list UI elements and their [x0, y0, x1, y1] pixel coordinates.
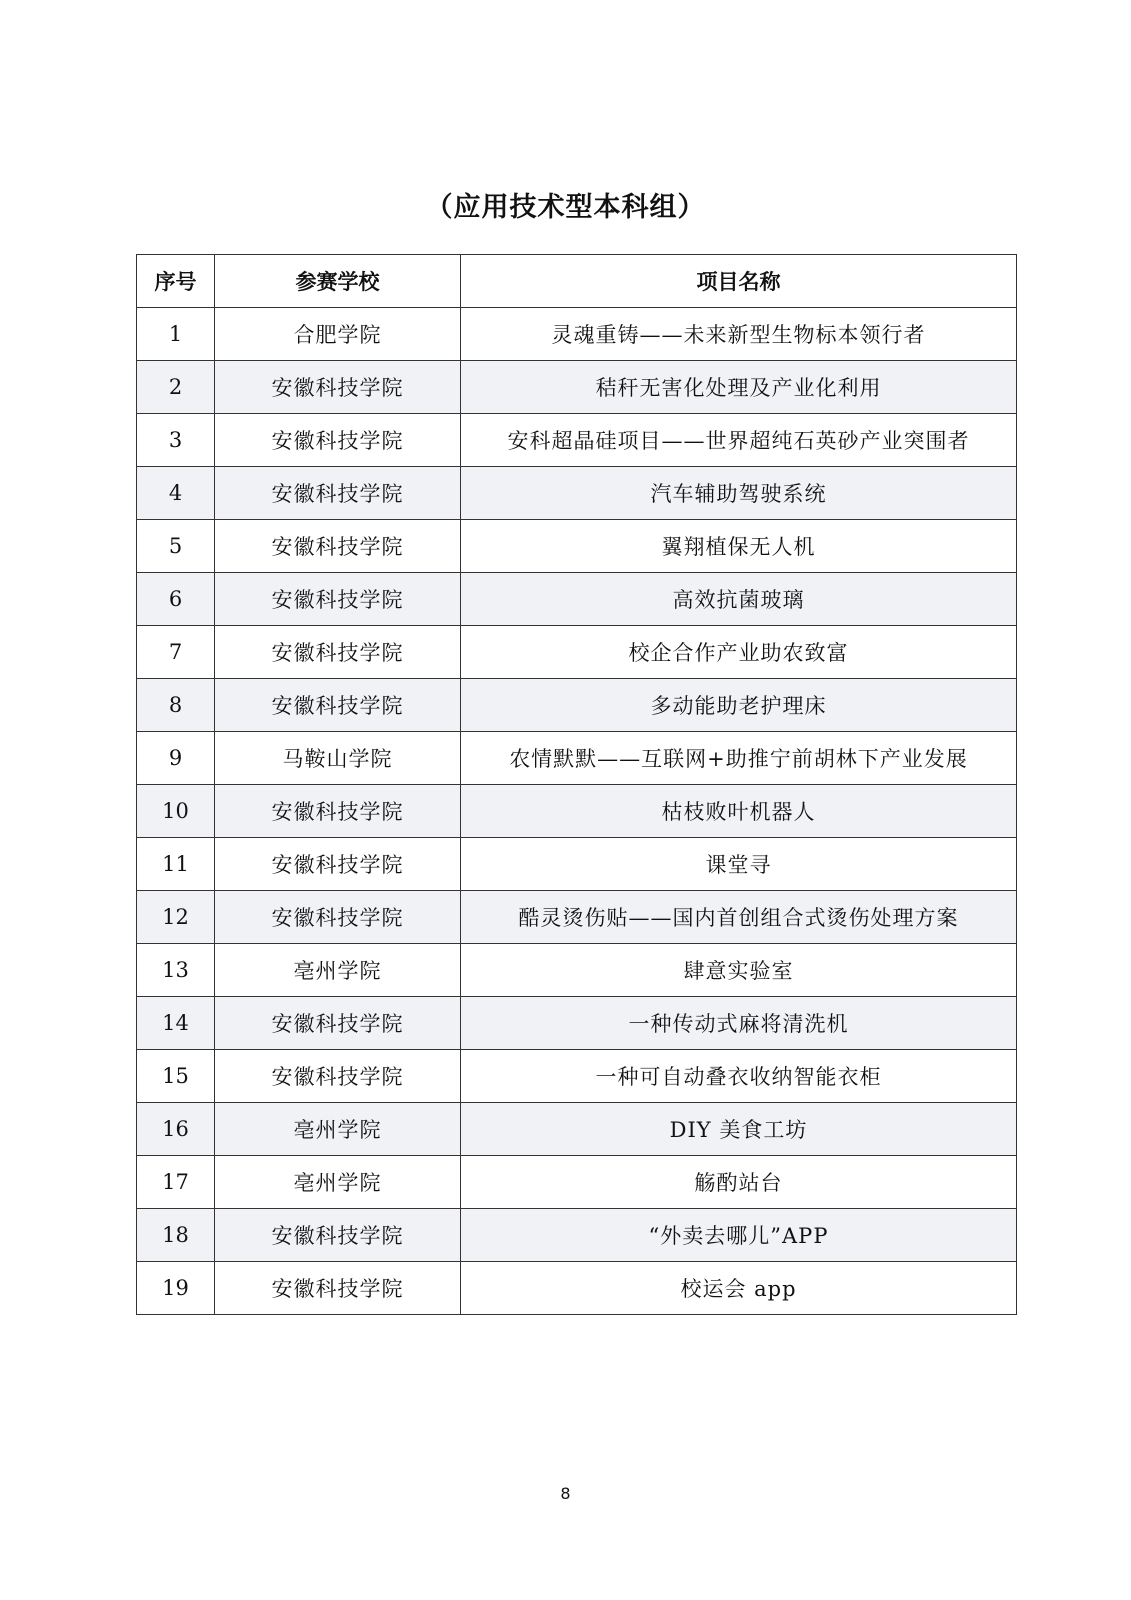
row-project: 校运会 app [461, 1262, 1017, 1315]
row-school: 安徽科技学院 [215, 467, 461, 520]
table-row [137, 1050, 1017, 1103]
table-row [137, 626, 1017, 679]
table-row [137, 361, 1017, 414]
row-school: 马鞍山学院 [215, 732, 461, 785]
results-table [136, 254, 1017, 1315]
row-no: 16 [137, 1103, 215, 1156]
table-row [137, 944, 1017, 997]
row-project: 灵魂重铸——未来新型生物标本领行者 [461, 308, 1017, 361]
row-project: 枯枝败叶机器人 [461, 785, 1017, 838]
row-no: 1 [137, 308, 215, 361]
row-no: 4 [137, 467, 215, 520]
header-school: 参赛学校 [215, 255, 461, 308]
table-row [137, 1103, 1017, 1156]
row-no: 2 [137, 361, 215, 414]
row-project: 一种传动式麻将清洗机 [461, 997, 1017, 1050]
table-row [137, 308, 1017, 361]
row-no: 3 [137, 414, 215, 467]
row-school: 安徽科技学院 [215, 1209, 461, 1262]
row-no: 9 [137, 732, 215, 785]
row-no: 7 [137, 626, 215, 679]
table-row [137, 414, 1017, 467]
row-school: 合肥学院 [215, 308, 461, 361]
table-row [137, 467, 1017, 520]
row-school: 安徽科技学院 [215, 838, 461, 891]
row-no: 15 [137, 1050, 215, 1103]
row-project: 课堂寻 [461, 838, 1017, 891]
row-project: 翼翔植保无人机 [461, 520, 1017, 573]
row-school: 亳州学院 [215, 944, 461, 997]
row-school: 安徽科技学院 [215, 626, 461, 679]
row-no: 5 [137, 520, 215, 573]
table-row [137, 520, 1017, 573]
row-project: 农情默默——互联网+助推宁前胡林下产业发展 [461, 732, 1017, 785]
row-no: 19 [137, 1262, 215, 1315]
row-no: 12 [137, 891, 215, 944]
table-row [137, 838, 1017, 891]
row-school: 安徽科技学院 [215, 361, 461, 414]
row-school: 安徽科技学院 [215, 573, 461, 626]
row-project: 秸秆无害化处理及产业化利用 [461, 361, 1017, 414]
row-no: 14 [137, 997, 215, 1050]
table-row [137, 1156, 1017, 1209]
table-row [137, 679, 1017, 732]
row-project: DIY 美食工坊 [461, 1103, 1017, 1156]
row-no: 11 [137, 838, 215, 891]
row-school: 亳州学院 [215, 1156, 461, 1209]
row-no: 6 [137, 573, 215, 626]
table-header-row [137, 255, 1017, 308]
row-no: 18 [137, 1209, 215, 1262]
row-project: 肆意实验室 [461, 944, 1017, 997]
row-project: 一种可自动叠衣收纳智能衣柜 [461, 1050, 1017, 1103]
table-row [137, 732, 1017, 785]
table-row [137, 997, 1017, 1050]
table-row [137, 785, 1017, 838]
row-school: 安徽科技学院 [215, 414, 461, 467]
row-no: 10 [137, 785, 215, 838]
row-school: 安徽科技学院 [215, 891, 461, 944]
row-no: 8 [137, 679, 215, 732]
row-school: 亳州学院 [215, 1103, 461, 1156]
row-no: 13 [137, 944, 215, 997]
row-school: 安徽科技学院 [215, 1050, 461, 1103]
header-project: 项目名称 [461, 255, 1017, 308]
page-title: （应用技术型本科组） [425, 192, 706, 223]
row-school: 安徽科技学院 [215, 785, 461, 838]
row-school: 安徽科技学院 [215, 679, 461, 732]
row-project: 酷灵烫伤贴——国内首创组合式烫伤处理方案 [461, 891, 1017, 944]
row-project: 汽车辅助驾驶系统 [461, 467, 1017, 520]
table-row [137, 573, 1017, 626]
row-school: 安徽科技学院 [215, 1262, 461, 1315]
table-row [137, 1209, 1017, 1262]
row-project: 多动能助老护理床 [461, 679, 1017, 732]
row-school: 安徽科技学院 [215, 520, 461, 573]
row-project: 觞酌站台 [461, 1156, 1017, 1209]
row-school: 安徽科技学院 [215, 997, 461, 1050]
table-row [137, 891, 1017, 944]
row-project: “外卖去哪儿”APP [461, 1209, 1017, 1262]
row-project: 高效抗菌玻璃 [461, 573, 1017, 626]
page-number: 8 [560, 1484, 571, 1503]
row-no: 17 [137, 1156, 215, 1209]
row-project: 校企合作产业助农致富 [461, 626, 1017, 679]
row-project: 安科超晶硅项目——世界超纯石英砂产业突围者 [461, 414, 1017, 467]
table-row [137, 1262, 1017, 1315]
header-no: 序号 [137, 255, 215, 308]
